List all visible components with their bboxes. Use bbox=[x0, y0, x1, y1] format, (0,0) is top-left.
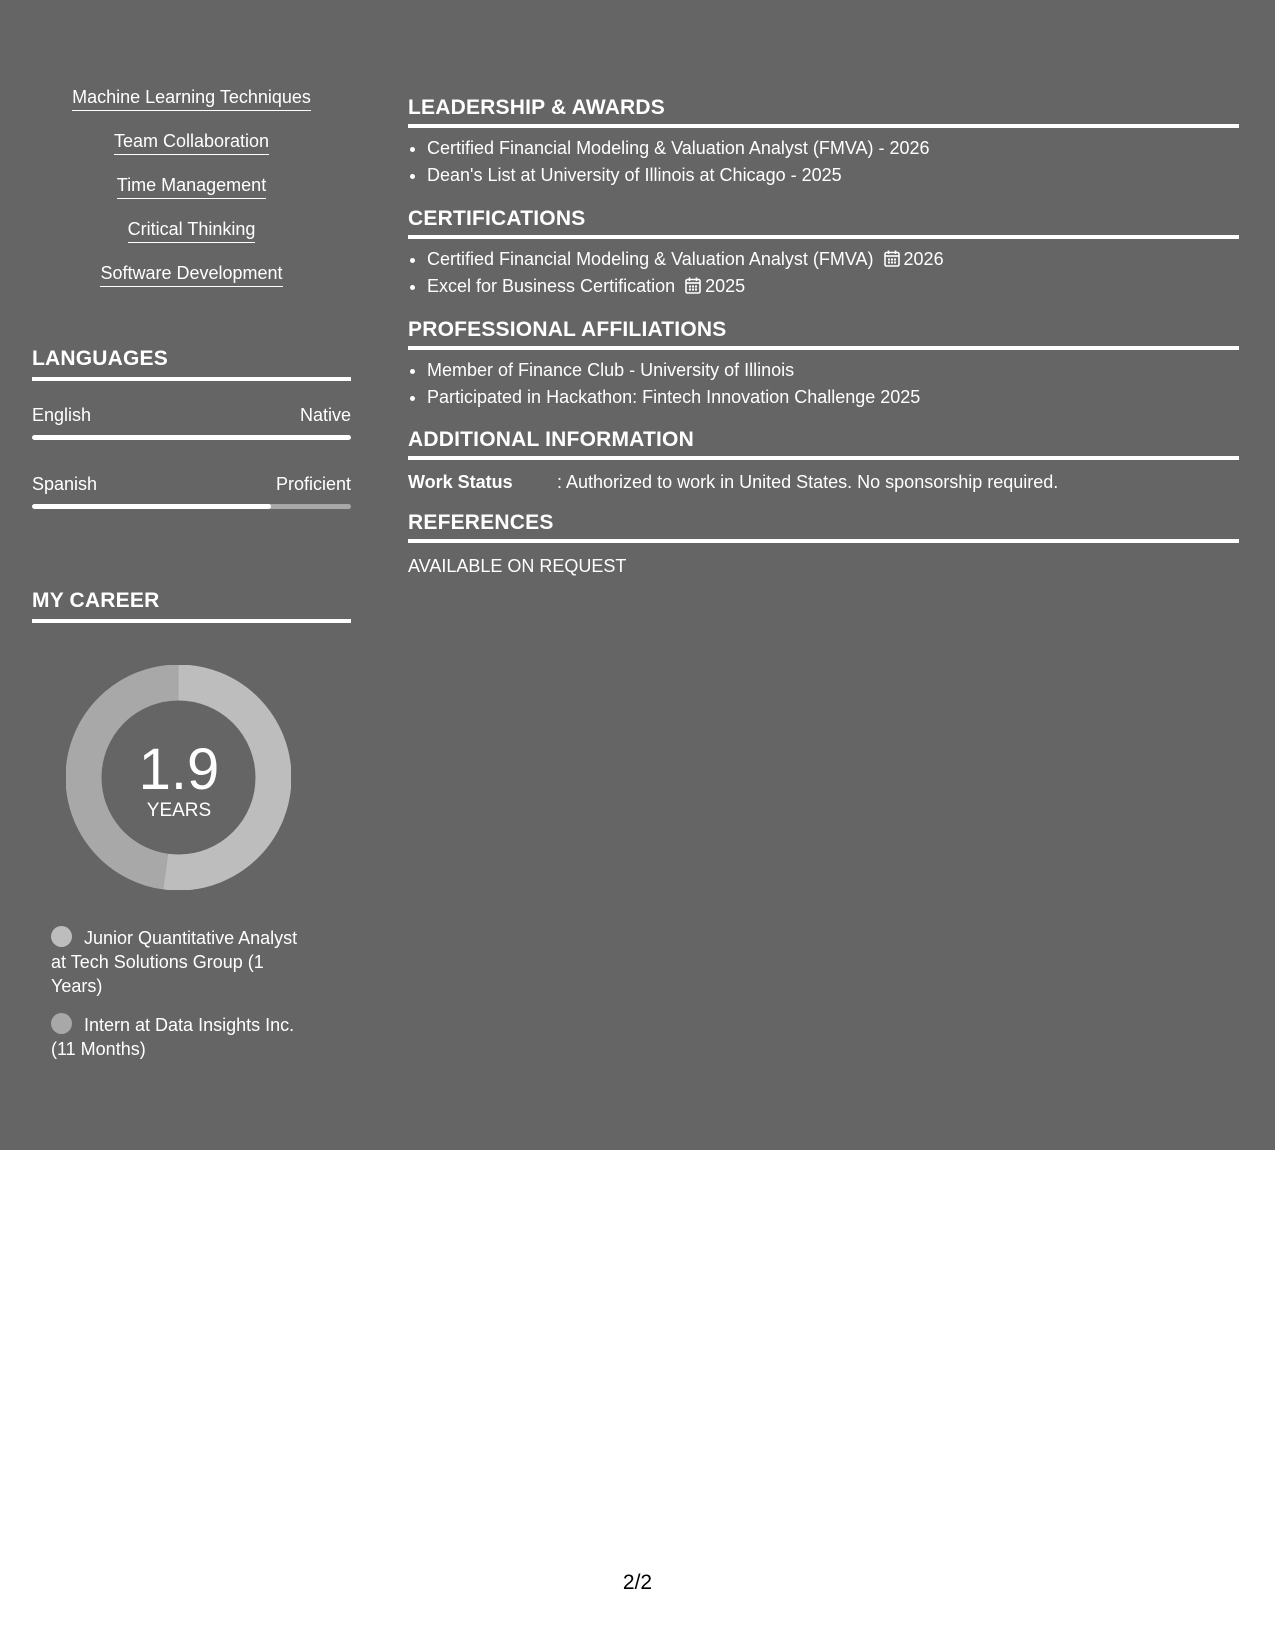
affiliations-list bbox=[408, 357, 920, 411]
skill-item: Time Management bbox=[117, 174, 266, 199]
language-bar-fill bbox=[32, 504, 271, 509]
certification-name: Certified Financial Modeling & Valuation Analyst (FMVA) bbox=[427, 249, 874, 269]
work-status-label: Work Status bbox=[408, 472, 513, 492]
references-text: AVAILABLE ON REQUEST bbox=[408, 556, 627, 576]
language-name: Spanish bbox=[32, 474, 98, 494]
list-item: • Certified Financial Modeling & Valuation Analyst (FMVA) - 2026 bbox=[427, 135, 930, 162]
skill-item: Team Collaboration bbox=[114, 130, 269, 155]
references-title: REFERENCES bbox=[408, 511, 1239, 543]
career-total-unit: YEARS bbox=[146, 800, 212, 821]
language-level: Native bbox=[299, 405, 351, 425]
list-item bbox=[427, 273, 944, 300]
list-item: • Member of Finance Club - University of Illinois bbox=[427, 357, 920, 384]
list-item bbox=[427, 246, 944, 273]
career-title: MY CAREER bbox=[32, 589, 351, 623]
language-name: English bbox=[32, 405, 92, 425]
dot-icon bbox=[51, 1013, 72, 1034]
certifications-list bbox=[408, 246, 944, 300]
affiliations-title: PROFESSIONAL AFFILIATIONS bbox=[408, 318, 1239, 350]
certifications-title: CERTIFICATIONS bbox=[408, 207, 1239, 239]
skill-item: Software Development bbox=[100, 262, 282, 287]
skill-item: Critical Thinking bbox=[128, 218, 256, 243]
calendar-icon bbox=[685, 277, 701, 294]
list-item: • Dean's List at University of Illinois at Chicago - 2025 bbox=[427, 162, 930, 189]
language-bar-fill bbox=[32, 435, 351, 440]
work-status-row bbox=[408, 472, 1058, 493]
career-item bbox=[51, 926, 316, 998]
leadership-title: LEADERSHIP & AWARDS bbox=[408, 96, 1239, 128]
leadership-list bbox=[408, 135, 930, 189]
additional-title: ADDITIONAL INFORMATION bbox=[408, 428, 1239, 460]
list-item: • Participated in Hackathon: Fintech Innovation Challenge 2025 bbox=[427, 384, 920, 411]
certification-year: 2025 bbox=[705, 276, 746, 296]
language-bar-english bbox=[32, 435, 351, 440]
language-level: Proficient bbox=[275, 474, 351, 494]
calendar-icon bbox=[884, 250, 900, 267]
page-number: 2/2 bbox=[622, 1571, 653, 1594]
career-item-label: Intern at Data Insights Inc. (11 Months) bbox=[51, 1015, 295, 1059]
career-total-value: 1.9 bbox=[138, 737, 220, 802]
skill-item: Machine Learning Techniques bbox=[72, 86, 311, 111]
skills-list bbox=[32, 86, 351, 306]
work-status-value: : Authorized to work in United States. No sponsorship required. bbox=[557, 472, 1059, 492]
certification-year: 2026 bbox=[903, 249, 944, 269]
language-bar-spanish bbox=[32, 504, 351, 509]
career-item-label: Junior Quantitative Analyst at Tech Solutions Group (1 Years) bbox=[51, 928, 298, 996]
languages-title: LANGUAGES bbox=[32, 347, 351, 381]
dot-icon bbox=[51, 926, 72, 947]
career-item bbox=[51, 1013, 316, 1061]
certification-name: Excel for Business Certification bbox=[427, 276, 676, 296]
